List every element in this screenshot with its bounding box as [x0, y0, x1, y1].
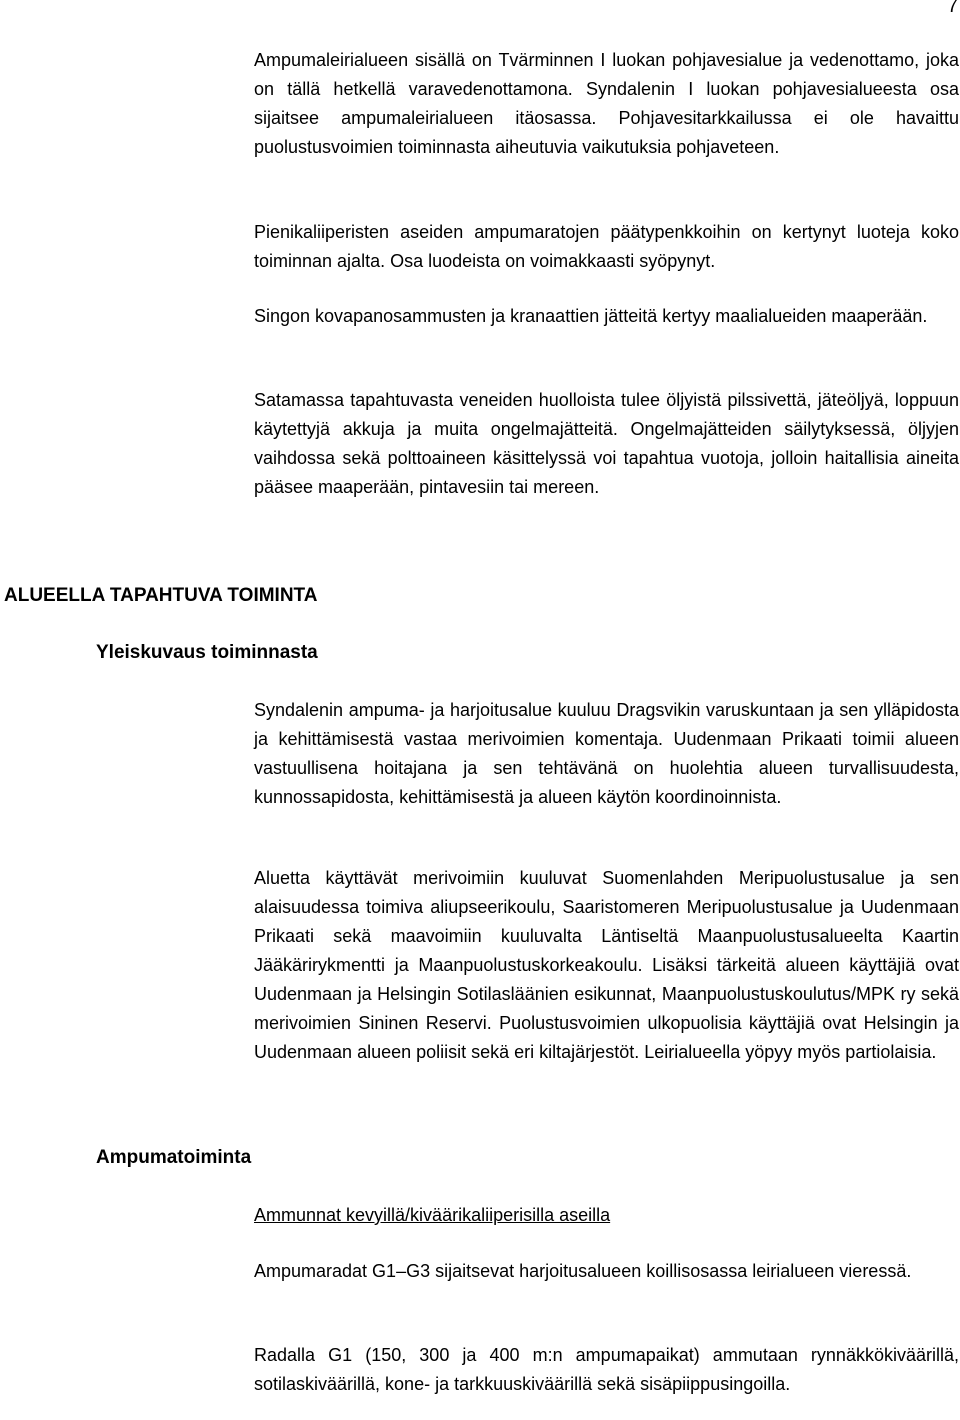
paragraph-bullets: Pienikaliiperisten aseiden ampumaratojen päätypenkkoihin on kertynyt luoteja koko toiminnan ajalta. Osa luodeista on voimakkaasti syöpynyt.: [254, 222, 959, 271]
paragraph-groundwater: Ampumaleirialueen sisällä on Tvärminnen I luokan pohjavesialue ja vedenottamo, joka on tällä hetkellä varavedenottamona. Syndalenin I luokan pohjavesialueesta osa sijaitsee ampumaleirialueen itäosassa. Pohjavesitarkkailussa ei ole havaittu puolustusvoimien toiminnasta aiheutuvia vaikutuksia pohjaveteen.: [254, 50, 959, 157]
paragraph-users: Aluetta käyttävät merivoimiin kuuluvat Suomenlahden Meripuolustusalue ja sen alaisuudessa toimiva aliupseerikoulu, Saaristomeren Meripuolustusalue ja Uudenmaan Prikaati sekä maavoimiin kuuluvalta Läntiseltä Maanpuolustusalueelta Kaartin Jääkärirykmentti ja Maanpuolustuskorkeakoulu. Lisäksi tärkeitä alueen käyttäjiä ovat Uudenmaan ja Helsingin Sotilasläänien esikunnat, Maanpuolustuskoulutus/MPK ry sekä merivoimien Sininen Reservi. Puolustusvoimien ulkopuolisia käyttäjiä ovat Helsingin ja Uudenmaan alueen poliisit sekä eri kiltajärjestöt. Leirialueella yöpyy myös partiolaisia.: [254, 868, 959, 1062]
section-heading-general: Yleiskuvaus toiminnasta: [96, 642, 318, 663]
paragraph-range-g1: Radalla G1 (150, 300 ja 400 m:n ampumapaikat) ammutaan rynnäkkökiväärillä, sotilaskiväärillä, kone- ja tarkkuuskiväärillä sekä sisäpiippusingoilla.: [254, 1345, 959, 1394]
section-heading-main: ALUEELLA TAPAHTUVA TOIMINTA: [4, 585, 318, 606]
paragraph-ranges: Ampumaradat G1–G3 sijaitsevat harjoitusalueen koillisosassa leirialueen vieressä.: [254, 1261, 912, 1281]
paragraph-harbour: Satamassa tapahtuvasta veneiden huolloista tulee öljyistä pilssivettä, jäteöljyä, loppuun käytettyjä akkuja ja muita ongelmajätteitä. Ongelmajätteiden säilytyksessä, öljyjen vaihdossa sekä polttoaineen käsittelyssä voi tapahtua vuotoja, jolloin haitallisia aineita pääsee maaperään, pintavesiin tai mereen.: [254, 390, 959, 497]
section-heading-shooting: Ampumatoiminta: [96, 1147, 252, 1168]
page-number: 7: [947, 0, 958, 17]
subheading-light-weapons: Ammunnat kevyillä/kiväärikaliiperisilla aseilla: [254, 1205, 611, 1225]
paragraph-munitions-waste: Singon kovapanosammusten ja kranaattien jätteitä kertyy maalialueiden maaperään.: [254, 306, 928, 326]
paragraph-administration: Syndalenin ampuma- ja harjoitusalue kuuluu Dragsvikin varuskuntaan ja sen ylläpidosta ja kehittämisestä vastaa merivoimien komentaja. Uudenmaan Prikaati toimii alueen vastuullisena hoitajana ja sen tehtävänä on huolehtia alueen turvallisuudesta, kunnossapidosta, kehittämisestä ja alueen käytön koordinoinnista.: [254, 700, 959, 807]
